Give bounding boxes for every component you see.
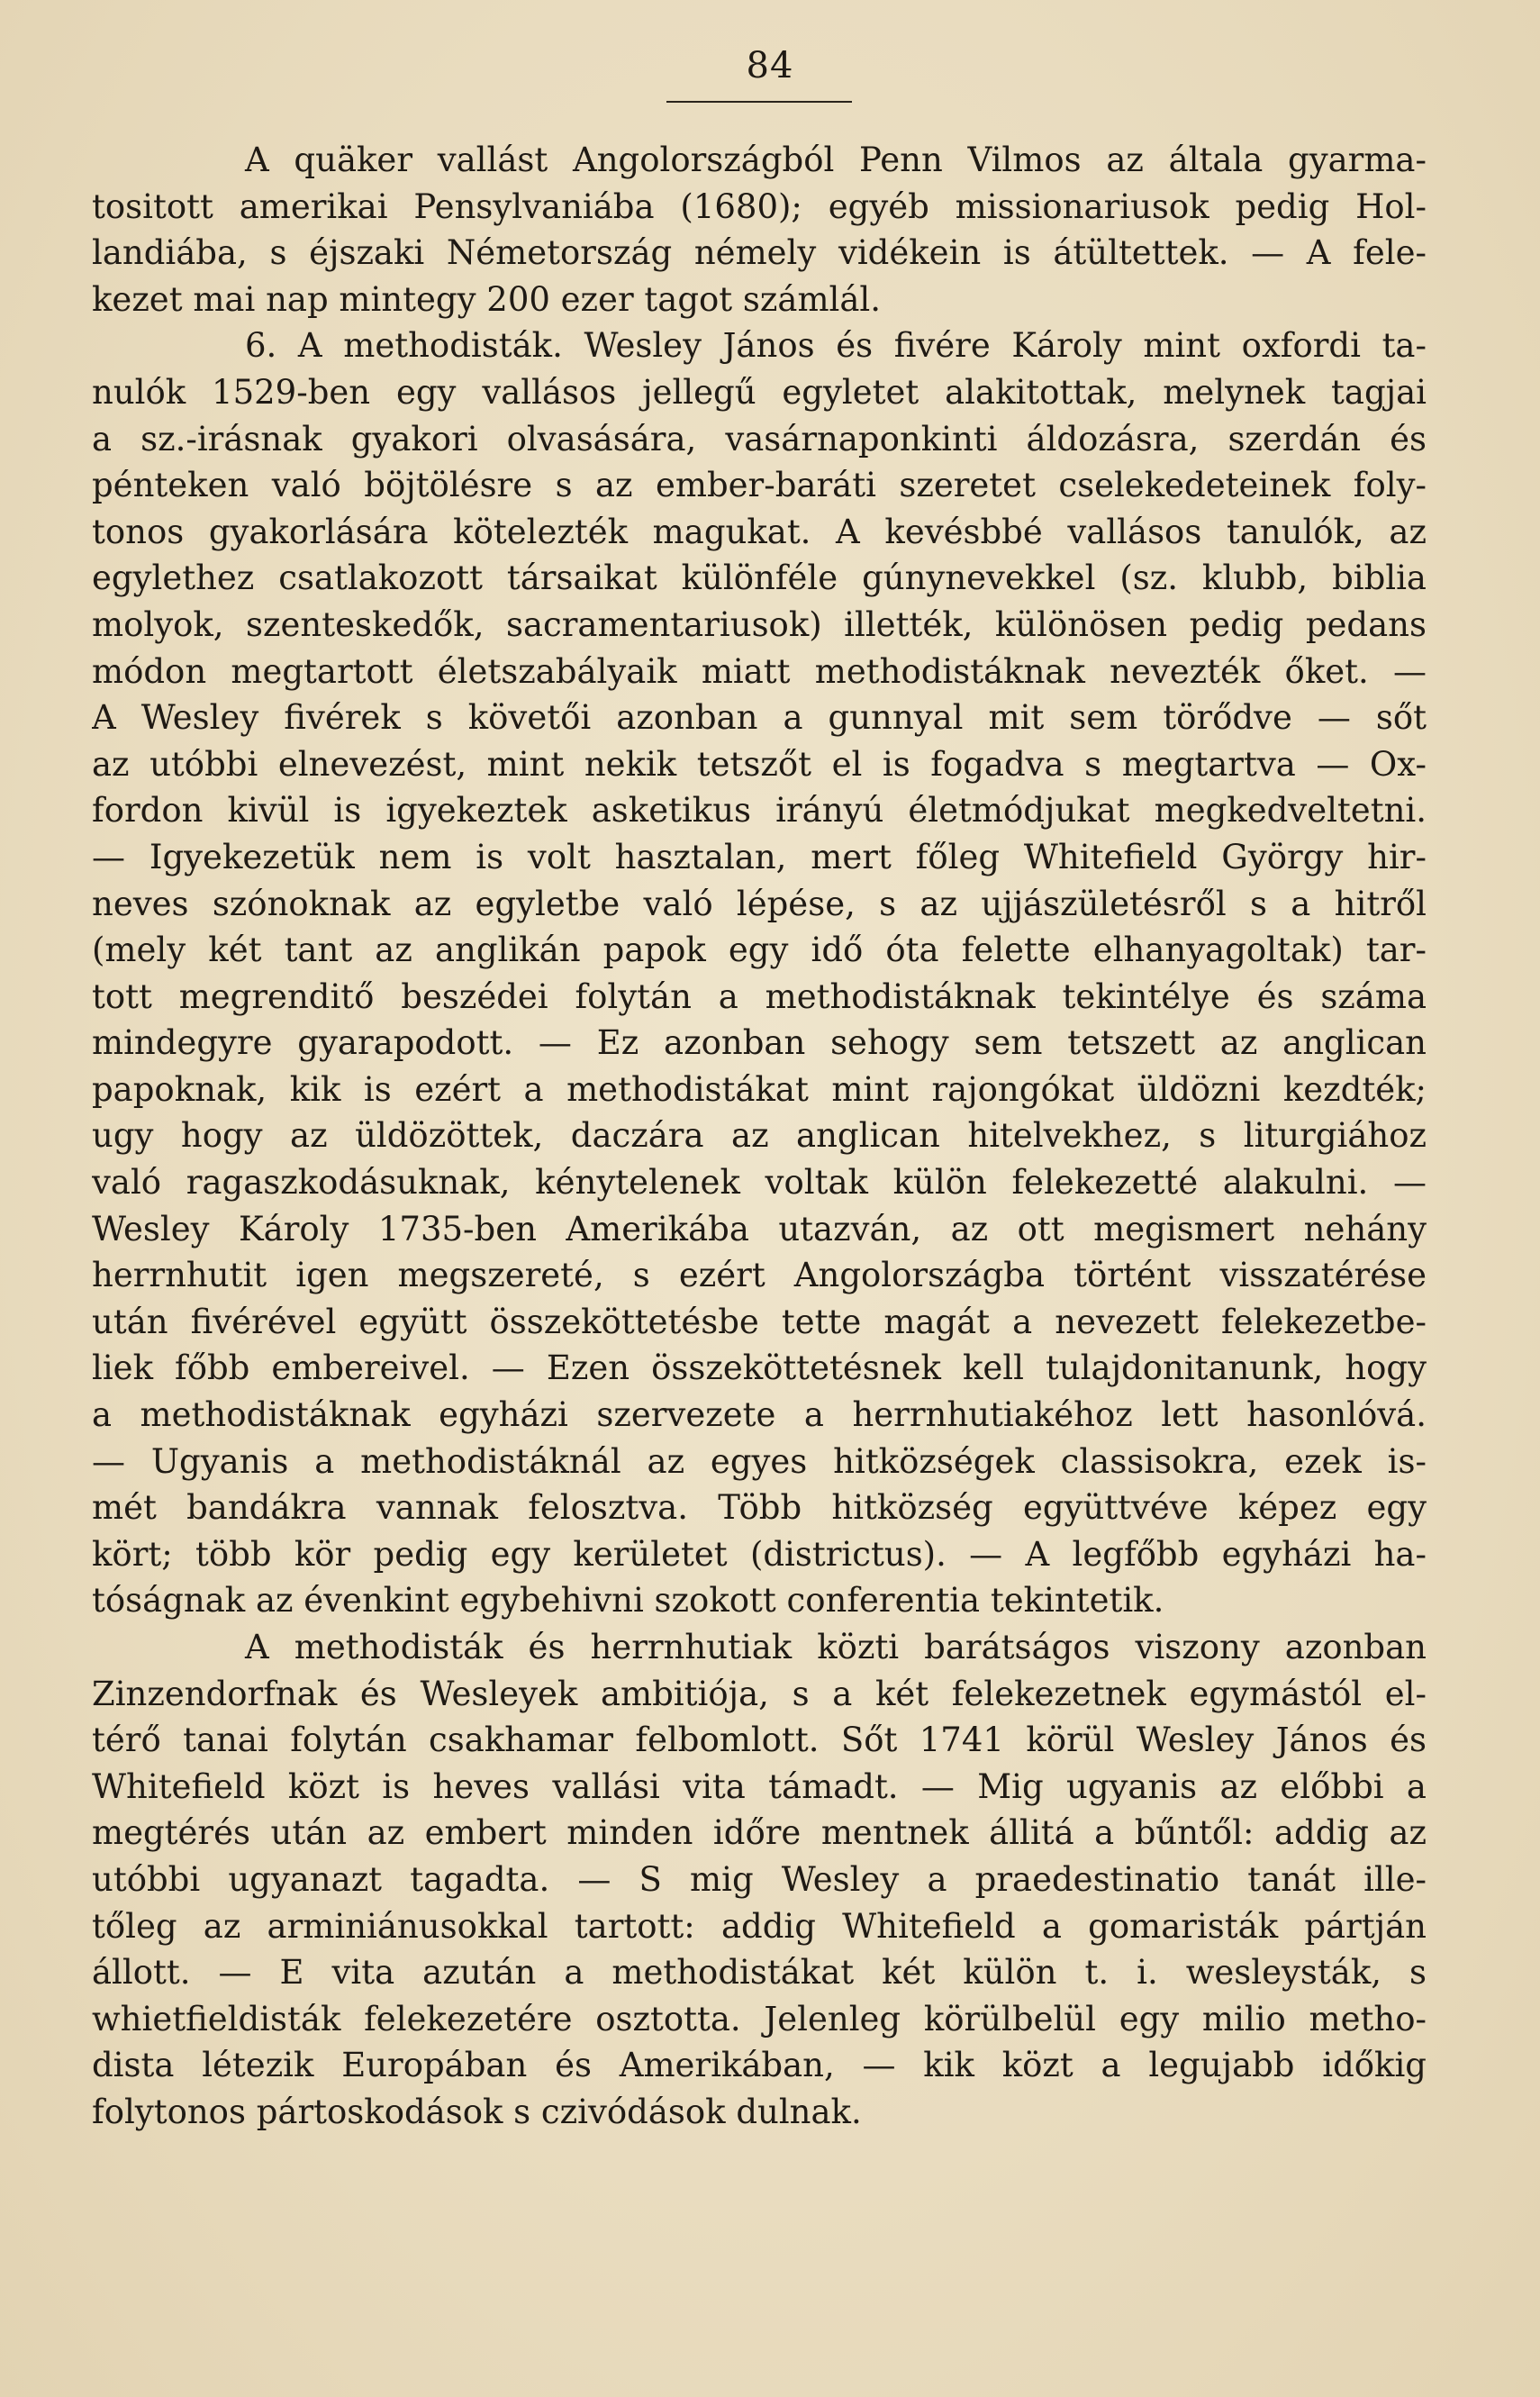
text-line: egylethez csatlakozott társaikat különféle gúnynevekkel (sz. klubb, biblia	[92, 558, 1427, 598]
page-number-rule	[666, 101, 852, 103]
text-line: molyok, szenteskedők, sacramentariusok) illették, különösen pedig pedans	[92, 604, 1427, 644]
text-line: nulók 1529-ben egy vallásos jellegű egyletet alakitottak, melynek tagjai	[92, 372, 1427, 412]
text-line: whietfieldisták felekezetére osztotta. Jelenleg körülbelül egy milio metho-	[92, 1999, 1427, 2038]
text-line: A methodisták és herrnhutiak közti barátságos viszony azonban	[245, 1628, 1427, 1666]
text-line: tonos gyakorlására kötelezték magukat. A kevésbbé vallásos tanulók, az	[92, 512, 1427, 551]
text-line: utóbbi ugyanazt tagadta. — S mig Wesley a praedestinatio tanát ille-	[92, 1859, 1427, 1899]
text-line: kezet mai nap mintegy 200 ezer tagot számlál.	[92, 279, 882, 319]
text-line: való ragaszkodásuknak, kénytelenek voltak külön felekezetté alakulni. —	[92, 1163, 1427, 1203]
text-line: Whitefield közt is heves vallási vita támadt. — Mig ugyanis az előbbi a	[92, 1766, 1427, 1806]
text-line: papoknak, kik is ezért a methodistákat mint rajongókat üldözni kezdték;	[92, 1069, 1427, 1109]
text-line: térő tanai folytán csakhamar felbomlott. Sőt 1741 körül Wesley János és	[92, 1721, 1427, 1760]
text-line: 6. A methodisták. Wesley János és fivére Károly mint oxfordi ta-	[245, 326, 1427, 366]
text-line: dista létezik Europában és Amerikában, — kik közt a legujabb időkig	[92, 2046, 1427, 2085]
text-line: A quäker vallást Angolországból Penn Vilmos az általa gyarma-	[245, 141, 1427, 179]
text-line: Wesley Károly 1735-ben Amerikába utazván, az ott megismert nehány	[92, 1209, 1427, 1248]
text-line: pénteken való böjtölésre s az ember-baráti szeretet cselekedeteinek foly-	[92, 466, 1427, 505]
text-line: herrnhutit igen megszereté, s ezért Angolországba történt visszatérése	[92, 1256, 1427, 1295]
text-line: mét bandákra vannak felosztva. Több hitközség együttvéve képez egy	[92, 1488, 1427, 1528]
text-line: folytonos pártoskodások s czivódások dulnak.	[92, 2092, 862, 2131]
text-line: a sz.-irásnak gyakori olvasására, vasárnaponkinti áldozásra, szerdán és	[92, 419, 1427, 459]
text-line: megtérés után az embert minden időre mentnek állitá a bűntől: addig az	[92, 1813, 1427, 1853]
page-number: 84	[746, 45, 794, 86]
text-line: tositott amerikai Pensylvaniába (1680); egyéb missionariusok pedig Hol-	[92, 186, 1427, 226]
text-line: A Wesley fivérek s követői azonban a gunnyal mit sem törődve — sőt	[92, 698, 1427, 738]
text-line: Zinzendorfnak és Wesleyek ambitiója, s a két felekezetnek egymástól el-	[92, 1674, 1427, 1713]
text-line: neves szónoknak az egyletbe való lépése, s az ujjászületésről s a hitről	[92, 884, 1427, 923]
body-text	[92, 137, 1427, 2136]
text-line: tott megrenditő beszédei folytán a methodistáknak tekintélye és száma	[92, 976, 1427, 1016]
text-line: — Ugyanis a methodistáknál az egyes hitközségek classisokra, ezek is-	[92, 1441, 1427, 1481]
text-line: (mely két tant az anglikán papok egy idő óta felette elhanyagoltak) tar-	[92, 931, 1427, 970]
text-line: mindegyre gyarapodott. — Ez azonban sehogy sem tetszett az anglican	[92, 1023, 1427, 1063]
text-line: módon megtartott életszabályaik miatt methodistáknak nevezték őket. —	[92, 651, 1427, 691]
text-line: tóságnak az évenkint egybehivni szokott conferentia tekintetik.	[92, 1581, 1164, 1621]
text-line: liek főbb embereivel. — Ezen összeköttetésnek kell tulajdonitanunk, hogy	[92, 1348, 1427, 1388]
text-line: állott. — E vita azután a methodistákat két külön t. i. wesleysták, s	[92, 1953, 1427, 1993]
text-line: az utóbbi elnevezést, mint nekik tetszőt el is fogadva s megtartva — Ox-	[92, 744, 1427, 784]
text-line: kört; több kör pedig egy kerületet (districtus). — A legfőbb egyházi ha-	[92, 1534, 1427, 1574]
text-line: tőleg az arminiánusokkal tartott: addig Whitefield a gomaristák pártján	[92, 1906, 1427, 1946]
text-line: után fivérével együtt összeköttetésbe tette magát a nevezett felekezetbe-	[92, 1302, 1427, 1341]
text-line: — Igyekezetük nem is volt hasztalan, mert főleg Whitefield György hir-	[92, 837, 1427, 876]
text-line: a methodistáknak egyházi szervezete a herrnhutiakéhoz lett hasonlóvá.	[92, 1395, 1427, 1435]
text-line: fordon kivül is igyekeztek asketikus irányú életmódjukat megkedveltetni.	[92, 791, 1427, 831]
text-line: ugy hogy az üldözöttek, daczára az anglican hitelvekhez, s liturgiához	[92, 1116, 1427, 1156]
text-line: landiába, s éjszaki Németország némely vidékein is átültettek. — A fele-	[92, 233, 1427, 273]
